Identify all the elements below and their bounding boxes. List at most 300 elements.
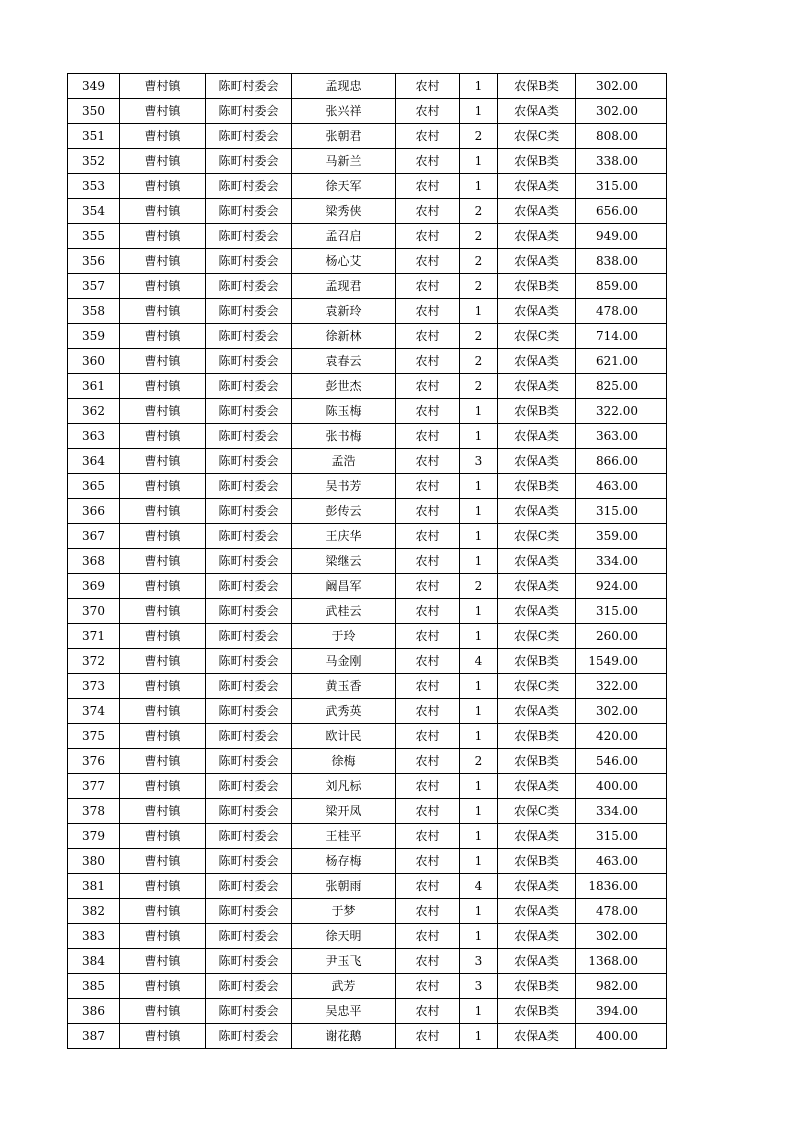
area-cell: 农村 — [396, 849, 460, 874]
seq-cell: 379 — [68, 824, 120, 849]
amount-cell: 315.00 — [576, 824, 667, 849]
village-cell: 陈町村委会 — [206, 149, 292, 174]
table-row — [68, 974, 667, 999]
category-cell: 农保B类 — [498, 849, 576, 874]
count-cell: 2 — [460, 749, 498, 774]
area-cell: 农村 — [396, 924, 460, 949]
table-row — [68, 949, 667, 974]
amount-cell: 322.00 — [576, 674, 667, 699]
amount-cell: 315.00 — [576, 599, 667, 624]
seq-cell: 367 — [68, 524, 120, 549]
name-cell: 马金刚 — [292, 649, 396, 674]
area-cell: 农村 — [396, 724, 460, 749]
count-cell: 1 — [460, 824, 498, 849]
count-cell: 1 — [460, 499, 498, 524]
table-row — [68, 199, 667, 224]
table-row — [68, 849, 667, 874]
name-cell: 彭世杰 — [292, 374, 396, 399]
village-cell: 陈町村委会 — [206, 374, 292, 399]
seq-cell: 356 — [68, 249, 120, 274]
village-cell: 陈町村委会 — [206, 949, 292, 974]
seq-cell: 382 — [68, 899, 120, 924]
town-cell: 曹村镇 — [120, 724, 206, 749]
area-cell: 农村 — [396, 99, 460, 124]
category-cell: 农保A类 — [498, 899, 576, 924]
count-cell: 2 — [460, 199, 498, 224]
town-cell: 曹村镇 — [120, 799, 206, 824]
amount-cell: 394.00 — [576, 999, 667, 1024]
name-cell: 吴忠平 — [292, 999, 396, 1024]
area-cell: 农村 — [396, 374, 460, 399]
town-cell: 曹村镇 — [120, 449, 206, 474]
area-cell: 农村 — [396, 649, 460, 674]
village-cell: 陈町村委会 — [206, 849, 292, 874]
town-cell: 曹村镇 — [120, 974, 206, 999]
count-cell: 1 — [460, 699, 498, 724]
amount-cell: 315.00 — [576, 174, 667, 199]
count-cell: 1 — [460, 999, 498, 1024]
category-cell: 农保C类 — [498, 524, 576, 549]
table-row — [68, 399, 667, 424]
seq-cell: 355 — [68, 224, 120, 249]
area-cell: 农村 — [396, 499, 460, 524]
seq-cell: 351 — [68, 124, 120, 149]
area-cell: 农村 — [396, 974, 460, 999]
town-cell: 曹村镇 — [120, 574, 206, 599]
town-cell: 曹村镇 — [120, 524, 206, 549]
name-cell: 欧计民 — [292, 724, 396, 749]
category-cell: 农保A类 — [498, 824, 576, 849]
count-cell: 2 — [460, 124, 498, 149]
name-cell: 张兴祥 — [292, 99, 396, 124]
town-cell: 曹村镇 — [120, 749, 206, 774]
name-cell: 徐天军 — [292, 174, 396, 199]
amount-cell: 302.00 — [576, 99, 667, 124]
count-cell: 2 — [460, 374, 498, 399]
amount-cell: 1549.00 — [576, 649, 667, 674]
name-cell: 武芳 — [292, 974, 396, 999]
town-cell: 曹村镇 — [120, 874, 206, 899]
town-cell: 曹村镇 — [120, 149, 206, 174]
village-cell: 陈町村委会 — [206, 824, 292, 849]
village-cell: 陈町村委会 — [206, 424, 292, 449]
village-cell: 陈町村委会 — [206, 999, 292, 1024]
category-cell: 农保A类 — [498, 499, 576, 524]
table-row — [68, 224, 667, 249]
village-cell: 陈町村委会 — [206, 549, 292, 574]
area-cell: 农村 — [396, 599, 460, 624]
table-row — [68, 524, 667, 549]
town-cell: 曹村镇 — [120, 124, 206, 149]
area-cell: 农村 — [396, 174, 460, 199]
count-cell: 1 — [460, 549, 498, 574]
table-row — [68, 174, 667, 199]
table-row — [68, 449, 667, 474]
town-cell: 曹村镇 — [120, 549, 206, 574]
village-cell: 陈町村委会 — [206, 874, 292, 899]
area-cell: 农村 — [396, 749, 460, 774]
category-cell: 农保B类 — [498, 974, 576, 999]
amount-cell: 322.00 — [576, 399, 667, 424]
village-cell: 陈町村委会 — [206, 749, 292, 774]
table-row — [68, 1024, 667, 1049]
category-cell: 农保C类 — [498, 799, 576, 824]
table-row — [68, 799, 667, 824]
beneficiary-table — [67, 73, 667, 1049]
count-cell: 2 — [460, 274, 498, 299]
name-cell: 杨存梅 — [292, 849, 396, 874]
table-row — [68, 124, 667, 149]
village-cell: 陈町村委会 — [206, 624, 292, 649]
name-cell: 谢花鹅 — [292, 1024, 396, 1049]
category-cell: 农保B类 — [498, 649, 576, 674]
seq-cell: 362 — [68, 399, 120, 424]
town-cell: 曹村镇 — [120, 424, 206, 449]
count-cell: 1 — [460, 624, 498, 649]
village-cell: 陈町村委会 — [206, 474, 292, 499]
table-row — [68, 324, 667, 349]
table-row — [68, 149, 667, 174]
table-row — [68, 874, 667, 899]
count-cell: 1 — [460, 399, 498, 424]
seq-cell: 375 — [68, 724, 120, 749]
category-cell: 农保A类 — [498, 449, 576, 474]
name-cell: 尹玉飞 — [292, 949, 396, 974]
area-cell: 农村 — [396, 799, 460, 824]
count-cell: 1 — [460, 799, 498, 824]
area-cell: 农村 — [396, 124, 460, 149]
table-row — [68, 549, 667, 574]
category-cell: 农保A类 — [498, 424, 576, 449]
name-cell: 吴书芳 — [292, 474, 396, 499]
category-cell: 农保C类 — [498, 624, 576, 649]
count-cell: 1 — [460, 299, 498, 324]
name-cell: 徐梅 — [292, 749, 396, 774]
town-cell: 曹村镇 — [120, 699, 206, 724]
village-cell: 陈町村委会 — [206, 799, 292, 824]
category-cell: 农保A类 — [498, 199, 576, 224]
category-cell: 农保C类 — [498, 674, 576, 699]
seq-cell: 360 — [68, 349, 120, 374]
table-row — [68, 249, 667, 274]
table-row — [68, 999, 667, 1024]
area-cell: 农村 — [396, 624, 460, 649]
category-cell: 农保B类 — [498, 74, 576, 99]
count-cell: 1 — [460, 899, 498, 924]
table-row — [68, 374, 667, 399]
category-cell: 农保A类 — [498, 774, 576, 799]
amount-cell: 621.00 — [576, 349, 667, 374]
name-cell: 袁春云 — [292, 349, 396, 374]
seq-cell: 385 — [68, 974, 120, 999]
town-cell: 曹村镇 — [120, 299, 206, 324]
amount-cell: 982.00 — [576, 974, 667, 999]
count-cell: 2 — [460, 349, 498, 374]
count-cell: 4 — [460, 649, 498, 674]
village-cell: 陈町村委会 — [206, 499, 292, 524]
town-cell: 曹村镇 — [120, 374, 206, 399]
name-cell: 孟浩 — [292, 449, 396, 474]
amount-cell: 334.00 — [576, 549, 667, 574]
category-cell: 农保A类 — [498, 1024, 576, 1049]
count-cell: 1 — [460, 99, 498, 124]
area-cell: 农村 — [396, 74, 460, 99]
count-cell: 1 — [460, 774, 498, 799]
area-cell: 农村 — [396, 999, 460, 1024]
name-cell: 徐新林 — [292, 324, 396, 349]
amount-cell: 302.00 — [576, 924, 667, 949]
name-cell: 袁新玲 — [292, 299, 396, 324]
name-cell: 孟现忠 — [292, 74, 396, 99]
village-cell: 陈町村委会 — [206, 299, 292, 324]
amount-cell: 400.00 — [576, 1024, 667, 1049]
table-row — [68, 774, 667, 799]
category-cell: 农保A类 — [498, 599, 576, 624]
village-cell: 陈町村委会 — [206, 724, 292, 749]
category-cell: 农保B类 — [498, 399, 576, 424]
seq-cell: 386 — [68, 999, 120, 1024]
seq-cell: 366 — [68, 499, 120, 524]
seq-cell: 378 — [68, 799, 120, 824]
table-row — [68, 699, 667, 724]
amount-cell: 1368.00 — [576, 949, 667, 974]
area-cell: 农村 — [396, 349, 460, 374]
name-cell: 于梦 — [292, 899, 396, 924]
seq-cell: 383 — [68, 924, 120, 949]
name-cell: 陈玉梅 — [292, 399, 396, 424]
amount-cell: 302.00 — [576, 74, 667, 99]
table-row — [68, 349, 667, 374]
count-cell: 1 — [460, 424, 498, 449]
seq-cell: 352 — [68, 149, 120, 174]
count-cell: 4 — [460, 874, 498, 899]
area-cell: 农村 — [396, 299, 460, 324]
town-cell: 曹村镇 — [120, 474, 206, 499]
category-cell: 农保C类 — [498, 124, 576, 149]
count-cell: 2 — [460, 574, 498, 599]
village-cell: 陈町村委会 — [206, 599, 292, 624]
town-cell: 曹村镇 — [120, 249, 206, 274]
seq-cell: 372 — [68, 649, 120, 674]
table-row — [68, 599, 667, 624]
amount-cell: 924.00 — [576, 574, 667, 599]
seq-cell: 350 — [68, 99, 120, 124]
amount-cell: 859.00 — [576, 274, 667, 299]
village-cell: 陈町村委会 — [206, 674, 292, 699]
amount-cell: 838.00 — [576, 249, 667, 274]
amount-cell: 315.00 — [576, 499, 667, 524]
category-cell: 农保A类 — [498, 949, 576, 974]
table-row — [68, 424, 667, 449]
amount-cell: 359.00 — [576, 524, 667, 549]
village-cell: 陈町村委会 — [206, 174, 292, 199]
count-cell: 3 — [460, 974, 498, 999]
table-row — [68, 624, 667, 649]
name-cell: 刘凡标 — [292, 774, 396, 799]
area-cell: 农村 — [396, 824, 460, 849]
village-cell: 陈町村委会 — [206, 1024, 292, 1049]
name-cell: 阚昌军 — [292, 574, 396, 599]
village-cell: 陈町村委会 — [206, 524, 292, 549]
table-row — [68, 899, 667, 924]
village-cell: 陈町村委会 — [206, 199, 292, 224]
amount-cell: 656.00 — [576, 199, 667, 224]
table-row — [68, 574, 667, 599]
category-cell: 农保A类 — [498, 374, 576, 399]
count-cell: 1 — [460, 174, 498, 199]
seq-cell: 376 — [68, 749, 120, 774]
amount-cell: 546.00 — [576, 749, 667, 774]
amount-cell: 302.00 — [576, 699, 667, 724]
amount-cell: 463.00 — [576, 849, 667, 874]
amount-cell: 866.00 — [576, 449, 667, 474]
seq-cell: 359 — [68, 324, 120, 349]
name-cell: 彭传云 — [292, 499, 396, 524]
table-row — [68, 724, 667, 749]
category-cell: 农保A类 — [498, 874, 576, 899]
name-cell: 张朝君 — [292, 124, 396, 149]
area-cell: 农村 — [396, 949, 460, 974]
count-cell: 2 — [460, 324, 498, 349]
village-cell: 陈町村委会 — [206, 649, 292, 674]
name-cell: 孟召启 — [292, 224, 396, 249]
name-cell: 于玲 — [292, 624, 396, 649]
seq-cell: 369 — [68, 574, 120, 599]
name-cell: 武桂云 — [292, 599, 396, 624]
area-cell: 农村 — [396, 674, 460, 699]
table-row — [68, 824, 667, 849]
category-cell: 农保A类 — [498, 224, 576, 249]
count-cell: 1 — [460, 599, 498, 624]
area-cell: 农村 — [396, 549, 460, 574]
amount-cell: 714.00 — [576, 324, 667, 349]
village-cell: 陈町村委会 — [206, 449, 292, 474]
amount-cell: 463.00 — [576, 474, 667, 499]
village-cell: 陈町村委会 — [206, 974, 292, 999]
count-cell: 1 — [460, 924, 498, 949]
town-cell: 曹村镇 — [120, 899, 206, 924]
count-cell: 2 — [460, 224, 498, 249]
area-cell: 农村 — [396, 1024, 460, 1049]
name-cell: 梁开凤 — [292, 799, 396, 824]
category-cell: 农保A类 — [498, 574, 576, 599]
count-cell: 3 — [460, 949, 498, 974]
area-cell: 农村 — [396, 774, 460, 799]
name-cell: 杨心艾 — [292, 249, 396, 274]
town-cell: 曹村镇 — [120, 399, 206, 424]
category-cell: 农保A类 — [498, 249, 576, 274]
village-cell: 陈町村委会 — [206, 774, 292, 799]
area-cell: 农村 — [396, 224, 460, 249]
category-cell: 农保B类 — [498, 724, 576, 749]
town-cell: 曹村镇 — [120, 674, 206, 699]
seq-cell: 371 — [68, 624, 120, 649]
town-cell: 曹村镇 — [120, 999, 206, 1024]
seq-cell: 370 — [68, 599, 120, 624]
village-cell: 陈町村委会 — [206, 99, 292, 124]
area-cell: 农村 — [396, 574, 460, 599]
seq-cell: 387 — [68, 1024, 120, 1049]
town-cell: 曹村镇 — [120, 1024, 206, 1049]
count-cell: 1 — [460, 1024, 498, 1049]
category-cell: 农保A类 — [498, 299, 576, 324]
town-cell: 曹村镇 — [120, 199, 206, 224]
name-cell: 孟现君 — [292, 274, 396, 299]
town-cell: 曹村镇 — [120, 224, 206, 249]
area-cell: 农村 — [396, 874, 460, 899]
area-cell: 农村 — [396, 449, 460, 474]
count-cell: 1 — [460, 674, 498, 699]
count-cell: 1 — [460, 74, 498, 99]
village-cell: 陈町村委会 — [206, 249, 292, 274]
category-cell: 农保B类 — [498, 474, 576, 499]
name-cell: 黄玉香 — [292, 674, 396, 699]
area-cell: 农村 — [396, 474, 460, 499]
town-cell: 曹村镇 — [120, 74, 206, 99]
seq-cell: 380 — [68, 849, 120, 874]
area-cell: 农村 — [396, 249, 460, 274]
seq-cell: 363 — [68, 424, 120, 449]
area-cell: 农村 — [396, 149, 460, 174]
town-cell: 曹村镇 — [120, 499, 206, 524]
area-cell: 农村 — [396, 324, 460, 349]
amount-cell: 400.00 — [576, 774, 667, 799]
amount-cell: 949.00 — [576, 224, 667, 249]
seq-cell: 365 — [68, 474, 120, 499]
category-cell: 农保A类 — [498, 699, 576, 724]
table-row — [68, 474, 667, 499]
area-cell: 农村 — [396, 199, 460, 224]
area-cell: 农村 — [396, 699, 460, 724]
category-cell: 农保A类 — [498, 924, 576, 949]
amount-cell: 260.00 — [576, 624, 667, 649]
name-cell: 张朝雨 — [292, 874, 396, 899]
town-cell: 曹村镇 — [120, 774, 206, 799]
seq-cell: 349 — [68, 74, 120, 99]
town-cell: 曹村镇 — [120, 649, 206, 674]
town-cell: 曹村镇 — [120, 924, 206, 949]
category-cell: 农保B类 — [498, 749, 576, 774]
seq-cell: 384 — [68, 949, 120, 974]
town-cell: 曹村镇 — [120, 824, 206, 849]
town-cell: 曹村镇 — [120, 174, 206, 199]
category-cell: 农保A类 — [498, 549, 576, 574]
area-cell: 农村 — [396, 424, 460, 449]
count-cell: 2 — [460, 249, 498, 274]
seq-cell: 381 — [68, 874, 120, 899]
village-cell: 陈町村委会 — [206, 574, 292, 599]
category-cell: 农保A类 — [498, 349, 576, 374]
name-cell: 梁继云 — [292, 549, 396, 574]
town-cell: 曹村镇 — [120, 599, 206, 624]
amount-cell: 808.00 — [576, 124, 667, 149]
area-cell: 农村 — [396, 524, 460, 549]
village-cell: 陈町村委会 — [206, 74, 292, 99]
amount-cell: 334.00 — [576, 799, 667, 824]
town-cell: 曹村镇 — [120, 949, 206, 974]
town-cell: 曹村镇 — [120, 624, 206, 649]
category-cell: 农保B类 — [498, 999, 576, 1024]
village-cell: 陈町村委会 — [206, 699, 292, 724]
amount-cell: 420.00 — [576, 724, 667, 749]
table-row — [68, 499, 667, 524]
seq-cell: 377 — [68, 774, 120, 799]
category-cell: 农保B类 — [498, 274, 576, 299]
table-row — [68, 299, 667, 324]
village-cell: 陈町村委会 — [206, 124, 292, 149]
table-row — [68, 924, 667, 949]
category-cell: 农保A类 — [498, 99, 576, 124]
